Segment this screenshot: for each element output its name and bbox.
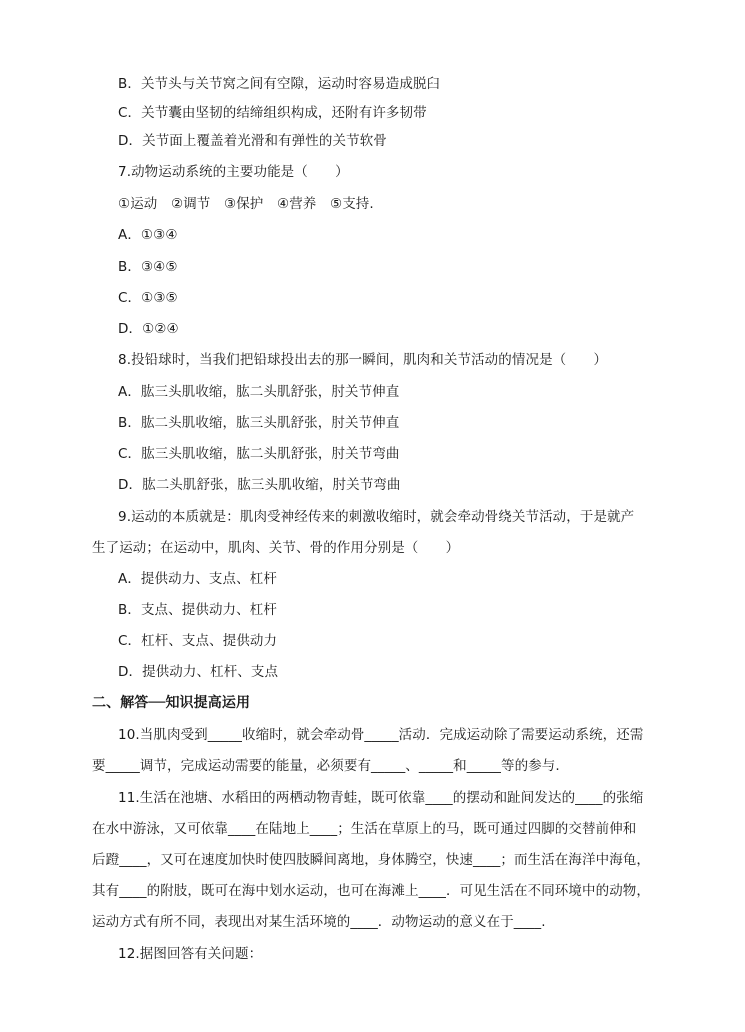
question-12: 12.据图回答有关问题： (118, 946, 263, 962)
question-10-line2: 要_____调节，完成运动需要的能量，必须要有_____、_____和_____等的参与. (92, 758, 560, 774)
option-8c: C．肱三头肌收缩，肱二头肌舒张，肘关节弯曲 (118, 446, 400, 462)
option-8b: B．肱二头肌收缩，肱三头肌舒张，肘关节伸直 (118, 415, 400, 431)
question-11-line3: 后蹬____，又可在速度加快时使四肢瞬间离地，身体腾空，快速____；而生活在海洋中海龟， (92, 852, 650, 868)
question-11-line5: 运动方式有所不同，表现出对某生活环境的____．动物运动的意义在于____. (92, 914, 546, 930)
question-8: 8.投铅球时，当我们把铅球投出去的那一瞬间，肌肉和关节活动的情况是（ ） (118, 352, 608, 368)
question-11-line1: 11.生活在池塘、水稻田的两栖动物青蛙，既可依靠____的摆动和趾间发达的____的张缩 (118, 790, 644, 806)
option-9a: A．提供动力、支点、杠杆 (118, 571, 277, 587)
option-9c: C．杠杆、支点、提供动力 (118, 633, 278, 649)
option-6b: B．关节头与关节窝之间有空隙，运动时容易造成脱臼 (118, 76, 441, 92)
option-6d: D．关节面上覆盖着光滑和有弹性的关节软骨 (118, 133, 387, 149)
option-7c: C．①③⑤ (118, 290, 178, 306)
question-10-line1: 10.当肌肉受到_____收缩时，就会牵动骨_____活动．完成运动除了需要运动系统，还需 (118, 727, 644, 743)
option-7d: D．①②④ (118, 321, 179, 337)
option-9b: B．支点、提供动力、杠杆 (118, 602, 277, 618)
option-6c: C．关节囊由坚韧的结缔组织构成，还附有许多韧带 (118, 105, 427, 121)
question-9-line1: 9.运动的本质就是：肌肉受神经传来的刺激收缩时，就会牵动骨绕关节活动，于是就产 (118, 509, 635, 525)
question-7-choices: ①运动 ②调节 ③保护 ④营养 ⑤支持. (118, 196, 374, 212)
option-8a: A．肱三头肌收缩，肱二头肌舒张，肘关节伸直 (118, 384, 400, 400)
option-8d: D．肱二头肌舒张，肱三头肌收缩，肘关节弯曲 (118, 477, 401, 493)
question-9-line2: 生了运动；在运动中，肌肉、关节、骨的作用分别是（ ） (92, 540, 460, 556)
option-7a: A．①③④ (118, 227, 178, 243)
section-heading: 二、解答──知识提高运用 (92, 695, 251, 711)
question-7: 7.动物运动系统的主要功能是（ ） (118, 164, 349, 180)
option-7b: B．③④⑤ (118, 259, 178, 275)
question-11-line2: 在水中游泳，又可依靠____在陆地上____；生活在草原上的马，既可通过四脚的交替前伸和 (92, 821, 637, 837)
option-9d: D．提供动力、杠杆、支点 (118, 664, 279, 680)
question-11-line4: 其有____的附肢，既可在海中划水运动，也可在海滩上____．可见生活在不同环境中的动物， (92, 883, 650, 899)
